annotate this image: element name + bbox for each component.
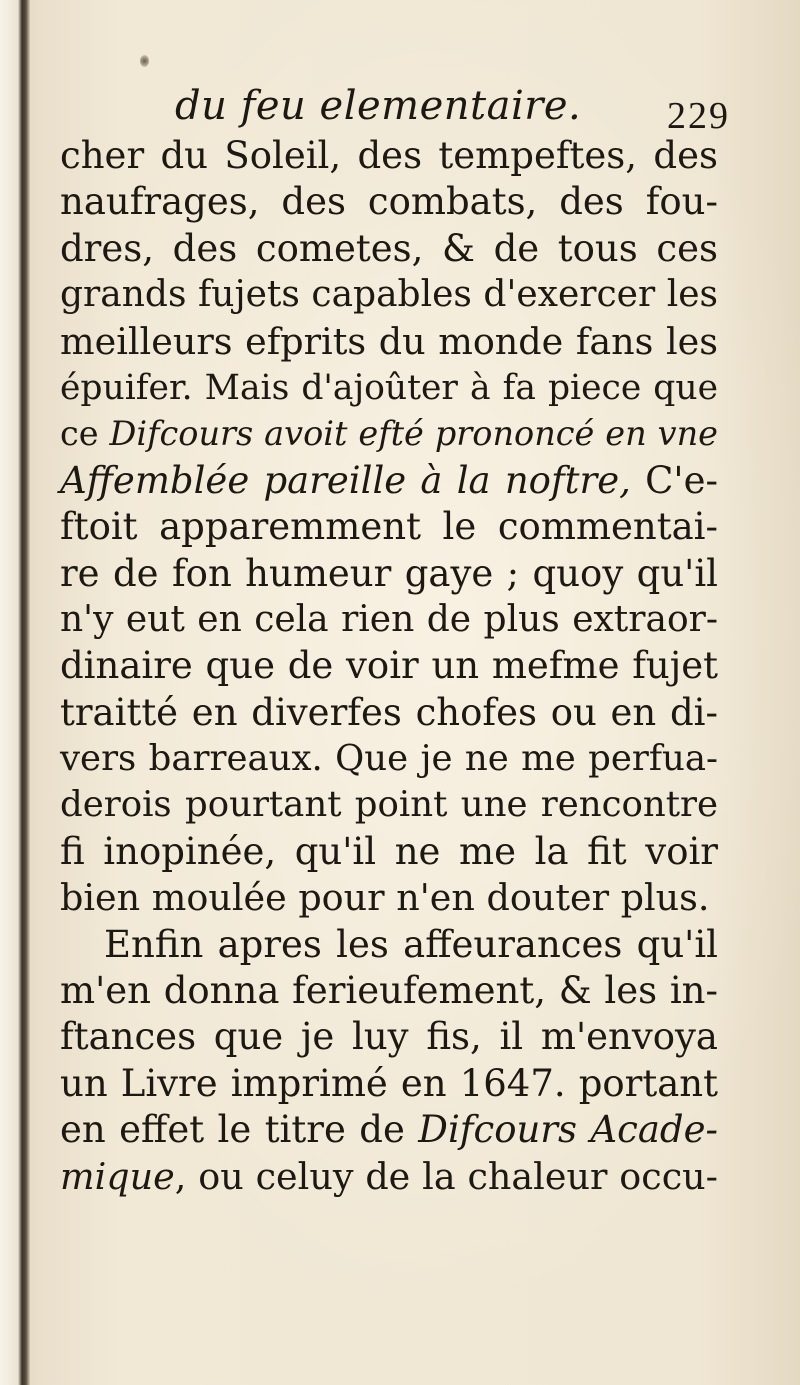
text-line xyxy=(60,643,718,689)
text-segment: derois pourtant point une rencontre xyxy=(60,784,718,826)
text-segment: n'y eut en cela rien de plus extraor- xyxy=(60,598,718,640)
text-segment: ce xyxy=(60,414,110,454)
text-line xyxy=(60,1014,718,1060)
text-line xyxy=(60,736,718,782)
text-segment: traitté en diverfes chofes ou en di- xyxy=(60,690,718,734)
text-segment: vers barreaux. Que je ne me perfua- xyxy=(60,738,718,780)
text-segment: ftoit apparemment le commentai- xyxy=(60,505,718,549)
text-segment: re de fon humeur gaye ; quoy qu'il xyxy=(60,551,718,595)
text-line xyxy=(60,272,718,318)
text-segment: dres, des cometes, & de tous ces xyxy=(60,226,718,270)
page-number: 229 xyxy=(667,95,730,137)
binding-gutter xyxy=(0,0,30,1385)
text-line xyxy=(60,597,718,643)
italic-segment: mique xyxy=(60,1154,175,1198)
text-line xyxy=(60,226,718,272)
text-segment: épuifer. Mais d'ajoûter à fa piece que xyxy=(60,367,718,408)
text-line xyxy=(60,411,718,457)
body-text xyxy=(60,133,718,1200)
text-segment: meilleurs efprits du monde fans les xyxy=(60,319,718,363)
text-segment: , ou celuy de la chaleur occu- xyxy=(174,1154,718,1198)
text-line xyxy=(60,1061,718,1107)
text-segment: grands fujets capables d'exercer les xyxy=(60,274,718,316)
text-segment: cher du Soleil, des tempeftes, des xyxy=(60,134,718,177)
text-line xyxy=(60,133,718,179)
text-line xyxy=(60,365,718,411)
text-segment: bien moulée pour n'en douter plus. xyxy=(60,876,710,920)
text-line xyxy=(60,968,718,1014)
text-line xyxy=(60,551,718,597)
text-line xyxy=(60,504,718,550)
text-segment: Enfin apres les affeurances qu'il xyxy=(104,922,718,966)
text-line xyxy=(60,1107,718,1153)
text-line xyxy=(60,690,718,736)
text-line xyxy=(60,782,718,828)
text-segment: dinaire que de voir un mefme fujet xyxy=(60,644,718,688)
text-segment: ftances que je luy fis, il m'envoya xyxy=(60,1015,718,1059)
running-head: du feu elementaire. xyxy=(175,83,582,129)
text-segment: en effet le titre de xyxy=(60,1108,419,1152)
text-line xyxy=(60,875,718,921)
text-segment: C'e- xyxy=(630,458,718,502)
text-segment: un Livre imprimé en 1647. portant xyxy=(60,1061,718,1105)
text-segment: naufrages, des combats, des fou- xyxy=(60,180,718,224)
text-line xyxy=(60,922,718,968)
text-line xyxy=(60,1154,718,1200)
text-line xyxy=(60,319,718,365)
ink-spot xyxy=(140,55,149,67)
italic-segment: Difcours avoit efté prononcé en vne xyxy=(109,414,718,454)
text-line xyxy=(60,179,718,225)
text-line xyxy=(60,458,718,504)
italic-segment: Affemblée pareille à la noftre, xyxy=(60,458,631,502)
text-line xyxy=(60,829,718,875)
italic-segment: Difcours Acade- xyxy=(418,1108,718,1152)
text-segment: fi inopinée, qu'il ne me la fit voir xyxy=(60,829,718,873)
text-segment: m'en donna ferieufement, & les in- xyxy=(60,969,718,1013)
page-header xyxy=(175,78,730,138)
